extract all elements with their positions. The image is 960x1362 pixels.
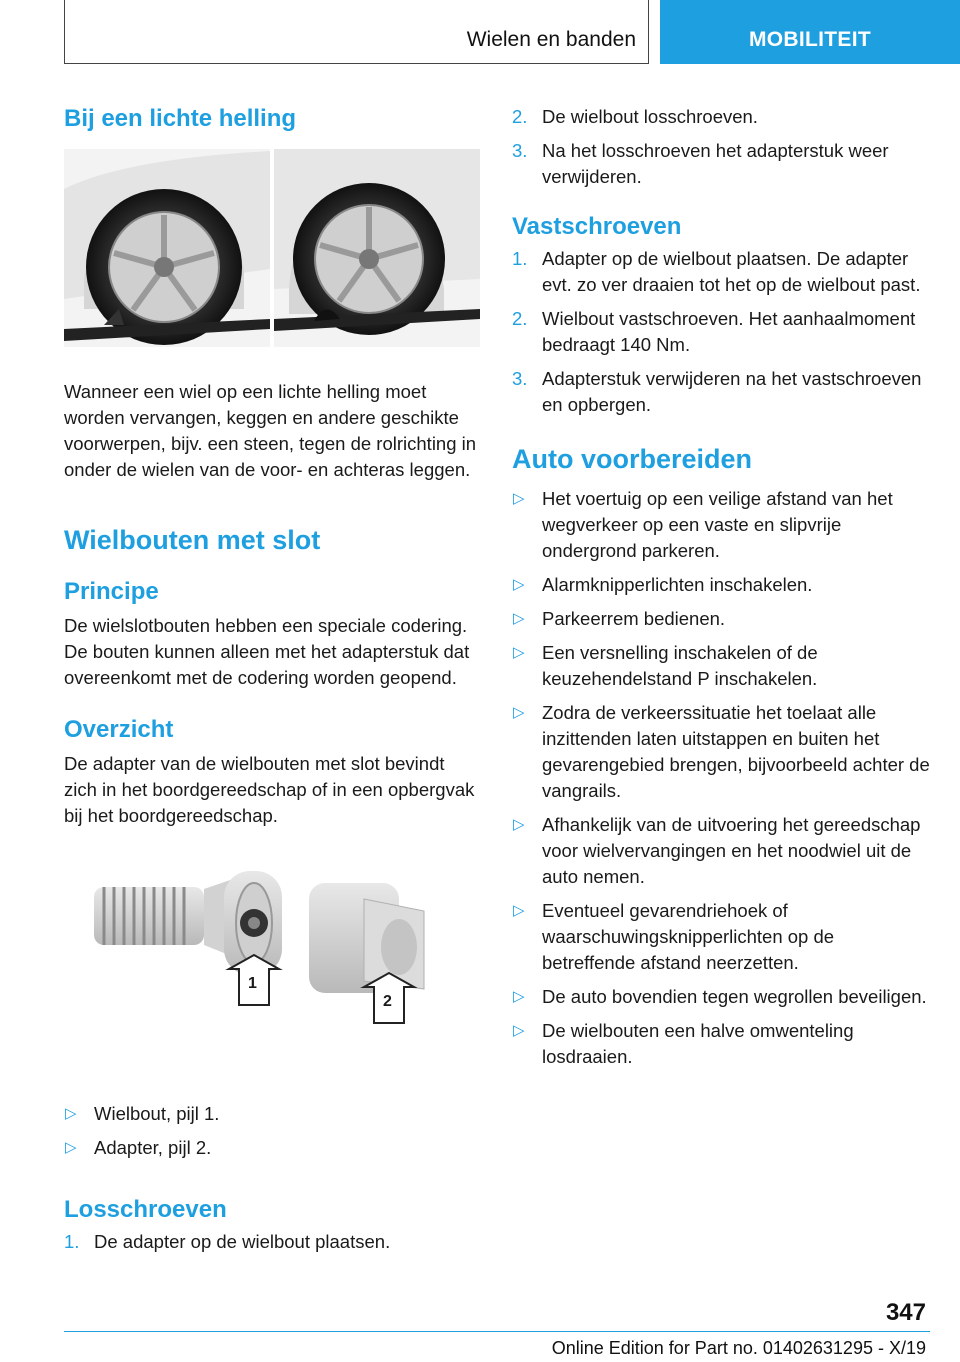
principle-paragraph: De wielslotbouten hebben een speciale codering. De bouten kunnen alleen met het adapterstuk dat overeenkomt met de codering worden geopend. bbox=[64, 615, 470, 688]
bullet-icon: ▷ bbox=[513, 816, 525, 833]
heading-overview: Overzicht bbox=[64, 716, 174, 743]
footer-divider bbox=[64, 1331, 930, 1332]
heading-locking-bolts: Wielbouten met slot bbox=[64, 525, 321, 555]
section-title: Wielen en banden bbox=[466, 28, 636, 51]
page-number: 347 bbox=[885, 1299, 926, 1326]
heading-tighten: Vastschroeven bbox=[512, 213, 682, 240]
list-item: 2. Wielbout vastschroeven. Het aanhaalmoment bedraagt 140 Nm. bbox=[512, 308, 916, 355]
chapter-title: MOBILITEIT bbox=[749, 28, 871, 51]
bullet-icon: ▷ bbox=[513, 576, 525, 593]
loosen-steps-continued bbox=[512, 104, 930, 190]
heading-loosen: Losschroeven bbox=[64, 1196, 227, 1223]
left-column bbox=[64, 96, 482, 1255]
arrow-label-2: 2 bbox=[383, 993, 392, 1010]
heading-slight-slope: Bij een lichte helling bbox=[64, 105, 297, 132]
list-item: ▷ Wielbout, pijl 1. bbox=[64, 1101, 482, 1127]
heading-principle: Principe bbox=[64, 578, 159, 605]
list-item: ▷ Het voertuig op een veilige afstand van het wegverkeer op een vaste en slipvrije ondergrond parkeren. bbox=[513, 488, 893, 561]
figure-legend-list bbox=[64, 1101, 482, 1161]
bullet-icon: ▷ bbox=[513, 1022, 525, 1039]
chapter-tab bbox=[660, 0, 960, 64]
bullet-icon: ▷ bbox=[65, 1139, 77, 1156]
bullet-icon: ▷ bbox=[65, 1105, 77, 1122]
header-section-box bbox=[64, 0, 649, 64]
footer-edition: Online Edition for Part no. 01402631295 - X/19 bbox=[551, 1338, 926, 1358]
list-item: ▷ De wielbouten een halve omwenteling losdraaien. bbox=[513, 1020, 854, 1067]
heading-prepare-car: Auto voorbereiden bbox=[512, 444, 753, 474]
list-item: 3. Na het losschroeven het adapterstuk weer verwijderen. bbox=[512, 140, 889, 187]
list-item: ▷ Een versnelling inschakelen of de keuzehendelstand P inschakelen. bbox=[513, 642, 818, 689]
bullet-icon: ▷ bbox=[513, 988, 525, 1005]
bullet-icon: ▷ bbox=[513, 704, 525, 721]
list-item: ▷ De auto bovendien tegen wegrollen beveiligen. bbox=[512, 984, 930, 1010]
list-item: ▷ Zodra de verkeerssituatie het toelaat alle inzittenden laten uitstappen en buiten het gevarengebied brengen, bijvoorbeeld achter de vangrails. bbox=[513, 702, 930, 801]
prepare-list bbox=[512, 486, 930, 1070]
right-column bbox=[512, 104, 930, 1070]
list-item: ▷ Alarmknipperlichten inschakelen. bbox=[512, 572, 930, 598]
list-item: ▷ Adapter, pijl 2. bbox=[64, 1135, 482, 1161]
slope-paragraph: Wanneer een wiel op een lichte helling moet worden vervangen, keggen en andere geschikte voorwerpen, bijv. een steen, tegen de rolrichting in onder de wielen van de voor- en achteras leggen. bbox=[64, 381, 477, 480]
bolt-adapter-illustration bbox=[64, 859, 480, 1069]
list-item: 1. Adapter op de wielbout plaatsen. De adapter evt. zo ver draaien tot het op de wielbout past. bbox=[512, 248, 921, 295]
bullet-icon: ▷ bbox=[513, 610, 525, 627]
list-item: 1. De adapter op de wielbout plaatsen. bbox=[64, 1231, 391, 1252]
bullet-icon: ▷ bbox=[513, 902, 525, 919]
slope-illustration bbox=[64, 149, 480, 347]
loosen-steps bbox=[64, 1229, 482, 1255]
list-item: ▷ Eventueel gevarendriehoek of waarschuwingsknipperlichten op de betreffende afstand neerzetten. bbox=[513, 900, 835, 973]
overview-paragraph: De adapter van de wielbouten met slot bevindt zich in het boordgereedschap of in een opbergvak bij het boordgereedschap. bbox=[64, 753, 475, 826]
list-item: 2. De wielbout losschroeven. bbox=[512, 106, 758, 127]
list-item: ▷ Afhankelijk van de uitvoering het gereedschap voor wielvervangingen en het noodwiel uit de auto nemen. bbox=[513, 814, 921, 887]
bullet-icon: ▷ bbox=[513, 644, 525, 661]
list-item: 3. Adapterstuk verwijderen na het vastschroeven en opbergen. bbox=[512, 368, 922, 415]
bullet-icon: ▷ bbox=[513, 490, 525, 507]
arrow-label-1: 1 bbox=[248, 975, 257, 992]
list-item: ▷ Parkeerrem bedienen. bbox=[512, 606, 930, 632]
tighten-steps bbox=[512, 246, 930, 418]
